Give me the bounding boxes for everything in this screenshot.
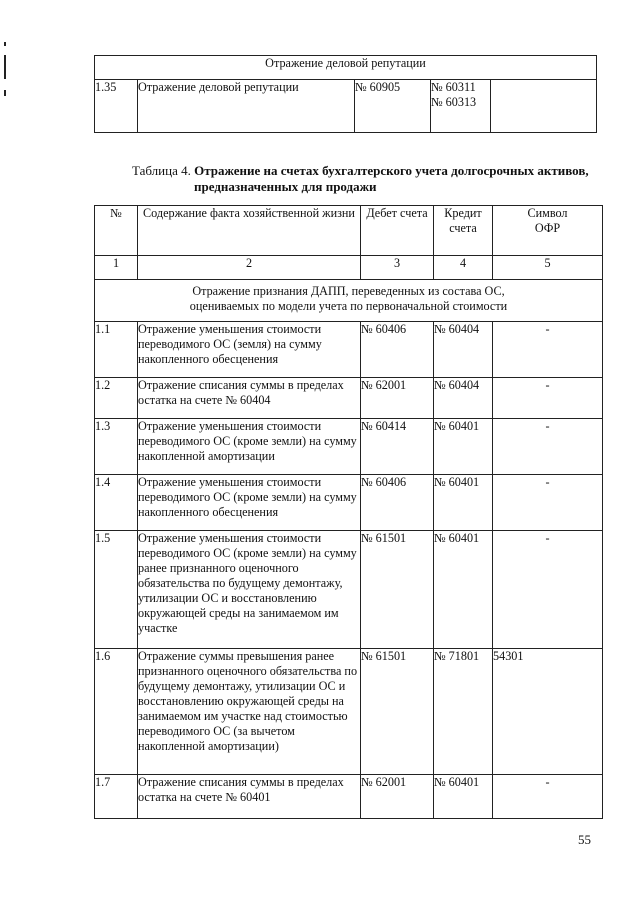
row-number: 1.6 [95,649,138,775]
row-symbol: - [493,775,603,819]
section-row [95,280,603,322]
column-number: 4 [434,256,493,280]
table-row [95,419,603,475]
row-number: 1.4 [95,475,138,531]
row-content: Отражение деловой репутации [138,80,355,133]
row-number: 1.35 [95,80,138,133]
row-symbol: - [493,475,603,531]
row-credit: № 60401 [434,531,493,649]
row-credit: № 60401 [434,775,493,819]
row-symbol [491,80,597,133]
margin-mark [4,55,6,79]
row-symbol: - [493,322,603,378]
row-debit: № 60414 [361,419,434,475]
row-content: Отражение уменьшения стоимости переводимого ОС (земля) на сумму накопленного обесценения [138,322,361,378]
row-symbol: 54301 [493,649,603,775]
row-number: 1.1 [95,322,138,378]
row-credit: № 60404 [434,378,493,419]
row-content: Отражение уменьшения стоимости переводимого ОС (кроме земли) на сумму накопленной амортизации [138,419,361,475]
credit-account-1: № 60311 [431,80,476,94]
credit-account-2: № 60313 [431,95,477,109]
caption-title-line1: Отражение на счетах бухгалтерского учета долгосрочных активов, [194,163,589,178]
section-title: Отражение признания ДАПП, переведенных из состава ОС, оцениваемых по модели учета по первоначальной стоимости [95,280,603,322]
margin-mark [4,42,6,46]
header-content: Содержание факта хозяйственной жизни [138,206,361,256]
margin-mark [4,90,6,96]
row-credit: № 60401 [434,475,493,531]
row-credit: № 60404 [434,322,493,378]
row-number: 1.7 [95,775,138,819]
header-num: № [95,206,138,256]
row-number: 1.3 [95,419,138,475]
row-content: Отражение списания суммы в пределах остатка на счете № 60401 [138,775,361,819]
row-debit: № 60406 [361,475,434,531]
continued-table [94,55,597,133]
table-row [95,531,603,649]
row-symbol: - [493,531,603,649]
row-credit: № 71801 [434,649,493,775]
table-caption [132,163,602,195]
column-number: 5 [493,256,603,280]
row-content: Отражение уменьшения стоимости переводимого ОС (кроме земли) на сумму накопленного обесценения [138,475,361,531]
column-number: 1 [95,256,138,280]
row-debit: № 61501 [361,649,434,775]
row-credit [431,80,491,133]
column-number-row [95,256,603,280]
main-table [94,205,603,819]
row-debit: № 61501 [361,531,434,649]
row-content: Отражение уменьшения стоимости переводимого ОС (кроме земли) на сумму ранее признанного оценочного обязательства по будущему демонтажу, утилизации ОС и восстановлению окружающей среды на занимаемом им участке [138,531,361,649]
row-symbol: - [493,378,603,419]
table-row [95,649,603,775]
row-debit: № 62001 [361,378,434,419]
row-credit: № 60401 [434,419,493,475]
header-debit: Дебет счета [361,206,434,256]
caption-prefix: Таблица 4. [132,163,191,178]
section-title: Отражение деловой репутации [95,56,597,80]
row-debit: № 60406 [361,322,434,378]
table-row [95,378,603,419]
row-number: 1.2 [95,378,138,419]
page-number: 55 [578,832,591,847]
column-number: 3 [361,256,434,280]
table-row [95,775,603,819]
caption-title-line2: предназначенных для продажи [194,179,377,194]
row-content: Отражение суммы превышения ранее признанного оценочного обязательства по будущему демонтажу, утилизации ОС и восстановлению окружающей среды на занимаемом им участке над стоимостью переводимого ОС (за вычетом накопленной амортизации) [138,649,361,775]
header-symbol: Символ ОФР [493,206,603,256]
row-debit: № 60905 [355,80,431,133]
row-debit: № 62001 [361,775,434,819]
header-row [95,206,603,256]
column-number: 2 [138,256,361,280]
header-credit: Кредит счета [434,206,493,256]
row-content: Отражение списания суммы в пределах остатка на счете № 60404 [138,378,361,419]
row-symbol: - [493,419,603,475]
table-row [95,475,603,531]
row-number: 1.5 [95,531,138,649]
table-row [95,322,603,378]
